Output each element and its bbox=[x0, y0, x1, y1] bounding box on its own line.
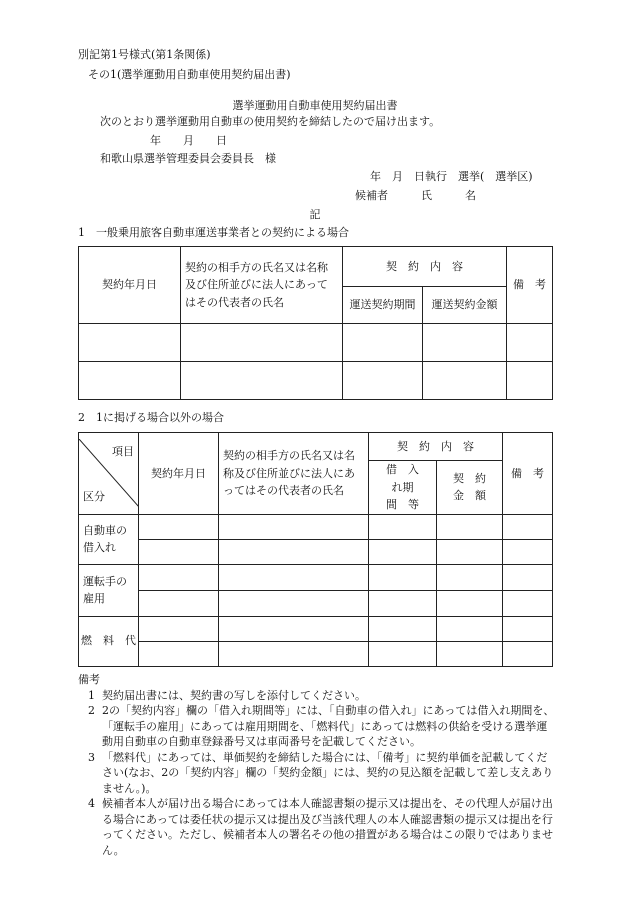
note-item: 4 候補者本人が届け出る場合にあっては本人確認書類の提示又は提出を、その代理人が届け出る場合にあっては委任状の提示又は提出及び当該代理人の本人確認書類の提示又は提出を行ってください。ただし、候補者本人の署名その他の措置がある場合はこの限りではありません。 bbox=[88, 797, 553, 857]
s2-header-amount: 契 約金 額 bbox=[437, 461, 503, 515]
ki-marker: 記 bbox=[309, 208, 321, 221]
s2-header-party: 契約の相手方の氏名又は名称及び住所並びに法人にあってはその代表者の氏名 bbox=[219, 433, 369, 515]
table-row bbox=[79, 362, 553, 400]
s1-header-amount: 運送契約金額 bbox=[423, 287, 507, 324]
note-item: 1 契約届出書には、契約書の写しを添付してください。 bbox=[88, 688, 366, 702]
section1-table bbox=[78, 246, 553, 400]
s1-header-period: 運送契約期間 bbox=[343, 287, 423, 324]
section1-heading: 1 一般乗用旅客自動車運送事業者との契約による場合 bbox=[78, 226, 349, 239]
addressee: 和歌山県選挙管理委員会委員長 様 bbox=[100, 152, 276, 165]
s2-corner-item: 項目 bbox=[112, 445, 134, 459]
s1-header-remarks: 備 考 bbox=[507, 247, 553, 324]
s2-header-period: 借 入 れ期 間 等 bbox=[369, 461, 437, 515]
notes-section bbox=[78, 672, 558, 858]
s2-corner-cell bbox=[79, 433, 139, 515]
intro-text: 次のとおり選挙運動用自動車の使用契約を締結したので届け出ます。 bbox=[100, 115, 441, 128]
candidate-line: 候補者 氏 名 bbox=[355, 189, 476, 202]
s1-header-party: 契約の相手方の氏名又は名称及び住所並びに法人にあってはその代表者の氏名 bbox=[181, 247, 343, 324]
section2-heading: 2 1に掲げる場合以外の場合 bbox=[78, 411, 224, 424]
s2-header-date: 契約年月日 bbox=[139, 433, 219, 515]
s2-row-fuel: 燃 料 代 bbox=[79, 616, 139, 666]
s2-header-content: 契 約 内 容 bbox=[369, 433, 503, 461]
s2-header-remarks: 備 考 bbox=[503, 433, 553, 515]
date-line: 年 月 日 bbox=[150, 134, 227, 147]
form-number: 別記第1号様式(第1条関係) bbox=[78, 48, 211, 61]
s2-row-driver: 運転手の雇用 bbox=[79, 564, 139, 616]
note-item: 3 「燃料代」にあっては、単価契約を締結した場合には、「備考」に契約単価を記載してください(なお、2の「契約内容」欄の「契約金額」には、契約の見込額を記載して差し支えありません。)。 bbox=[88, 750, 554, 795]
document-title: 選挙運動用自動車使用契約届出書 bbox=[232, 99, 398, 112]
s2-row-car: 自動車の借入れ bbox=[79, 514, 139, 564]
form-subtitle: その1(選挙運動用自動車使用契約届出書) bbox=[88, 68, 291, 81]
s1-header-content: 契 約 内 容 bbox=[343, 247, 507, 287]
table-row bbox=[79, 324, 553, 362]
s2-corner-class: 区分 bbox=[83, 490, 105, 504]
election-line: 年 月 日執行 選挙( 選挙区) bbox=[370, 170, 533, 183]
s1-header-date: 契約年月日 bbox=[79, 247, 181, 324]
note-item: 2 2の「契約内容」欄の「借入れ期間等」には、「自動車の借入れ」にあっては借入れ期間を、「運転手の雇用」にあっては雇用期間を、「燃料代」にあっては燃料の供給を受ける選挙運動用自動車の自動車登録番号又は車両番号を記載してください。 bbox=[88, 704, 555, 748]
notes-heading: 備考 bbox=[78, 673, 100, 686]
section2-table bbox=[78, 432, 553, 667]
